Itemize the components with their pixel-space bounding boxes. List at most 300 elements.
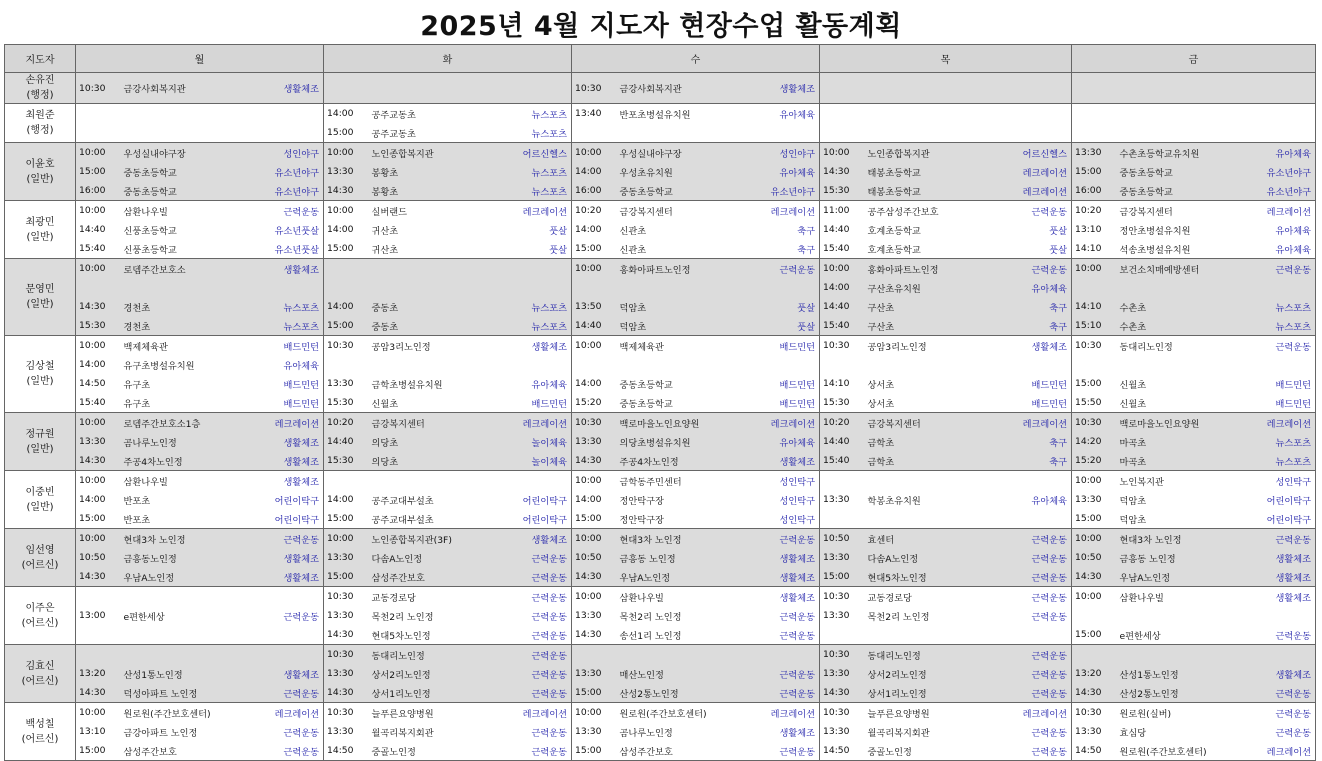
entry-activity: 뉴스포츠 <box>1246 451 1316 471</box>
entry-activity: 뉴스포츠 <box>486 123 572 143</box>
leader-name: 정규원 <box>25 428 55 440</box>
entry-time: 14:00 <box>79 359 106 370</box>
entry-time: 15:40 <box>820 451 862 471</box>
entry-time: 14:00 <box>79 494 106 505</box>
entry-activity: 생활체조 <box>1246 587 1316 607</box>
entry-activity: 뉴스포츠 <box>486 181 572 201</box>
entry-activity: 놀이체육 <box>486 451 572 471</box>
entry-activity <box>994 625 1072 645</box>
entry-activity: 유소년야구 <box>232 181 324 201</box>
entry-time: 10:30 <box>1072 336 1114 356</box>
entry-time: 10:30 <box>324 645 366 665</box>
entry-place: 경천초 <box>118 297 232 316</box>
entry-place: 동대리노인정 <box>366 645 486 665</box>
entry-time: 14:30 <box>1072 683 1114 703</box>
entry-place: 마곡초 <box>1114 432 1246 451</box>
entry-place: 덕성아파트 노인정 <box>118 683 232 703</box>
entry-time: 14:30 <box>324 181 366 201</box>
schedule-row <box>5 201 1316 221</box>
entry-time: 10:50 <box>572 548 614 567</box>
entry-time <box>820 471 862 491</box>
entry-activity <box>734 278 820 297</box>
entry-time: 14:10 <box>823 378 850 389</box>
entry-time: 15:00 <box>324 239 366 259</box>
entry-place <box>118 104 232 124</box>
entry-time <box>572 355 614 374</box>
entry-time: 14:00 <box>575 378 602 389</box>
entry-time <box>1072 355 1114 374</box>
entry-time: 15:00 <box>324 316 366 336</box>
entry-place: 금학초 <box>862 451 994 471</box>
header-day-wed: 수 <box>572 45 820 73</box>
entry-activity: 어린이탁구 <box>1246 509 1316 529</box>
leader-cell <box>5 587 76 645</box>
entry-time: 10:30 <box>572 413 614 433</box>
entry-place: 공주삼성주간보호 <box>862 201 994 221</box>
entry-place: 백로마을노인요양원 <box>1114 413 1246 433</box>
entry-time: 14:30 <box>572 625 614 645</box>
entry-activity: 레크레이션 <box>1246 741 1316 761</box>
entry-time: 13:40 <box>572 104 614 124</box>
entry-time <box>572 123 614 143</box>
leader-type: (일반) <box>26 501 54 513</box>
entry-place: 현대5차노인정 <box>366 625 486 645</box>
entry-activity: 성인탁구 <box>734 471 820 491</box>
entry-time: 13:30 <box>823 726 850 737</box>
entry-time: 10:00 <box>76 703 118 723</box>
entry-place: 상서2리노인정 <box>366 664 486 683</box>
entry-time: 10:30 <box>324 587 366 607</box>
entry-place <box>118 278 232 297</box>
entry-place: 봉황초 <box>366 162 486 181</box>
entry-place: 귀산초 <box>371 225 399 237</box>
header-row <box>5 45 1316 73</box>
entry-time: 14:40 <box>820 297 862 316</box>
entry-activity: 뉴스포츠 <box>232 316 324 336</box>
entry-activity: 유소년야구 <box>1246 162 1316 181</box>
entry-activity <box>734 645 820 665</box>
entry-place <box>862 509 994 529</box>
entry-time: 13:50 <box>572 297 614 316</box>
entry-time: 16:00 <box>572 181 614 201</box>
entry-time: 13:30 <box>327 726 354 737</box>
entry-time: 10:30 <box>76 73 118 104</box>
entry-time: 14:30 <box>76 297 118 316</box>
entry-time <box>820 625 862 645</box>
entry-place <box>614 355 734 374</box>
entry-place: 중골노인정 <box>366 741 486 761</box>
entry-time <box>572 278 614 297</box>
entry-place: 의당초병설유치원 <box>614 432 734 451</box>
entry-activity: 생활체조 <box>1246 548 1316 567</box>
leader-cell <box>5 104 76 143</box>
entry-time: 14:40 <box>572 316 614 336</box>
entry-place: 의당초 <box>366 432 486 451</box>
schedule-row <box>5 625 1316 645</box>
leader-name: 이윤호 <box>25 158 55 170</box>
entry-time: 13:10 <box>1075 224 1102 235</box>
entry-time: 13:30 <box>327 378 354 389</box>
entry-place: e편한세상 <box>123 611 165 623</box>
entry-time: 10:00 <box>820 259 862 279</box>
entry-time: 15:30 <box>324 393 366 413</box>
entry-time: 10:00 <box>76 259 118 279</box>
entry-place: 봉황초 <box>366 181 486 201</box>
entry-time: 10:20 <box>324 413 366 433</box>
entry-time: 14:30 <box>572 451 614 471</box>
entry-place: 월곡리복지회관 <box>867 727 930 739</box>
entry-activity: 성인탁구 <box>1246 471 1316 491</box>
entry-time: 14:40 <box>79 224 106 235</box>
entry-time: 13:30 <box>1075 494 1102 505</box>
entry-place: 노인종합복지관(3F) <box>366 529 486 549</box>
entry-time: 15:20 <box>572 393 614 413</box>
entry-place: 반포초 <box>118 509 232 529</box>
entry-place: 백제체육관 <box>614 336 734 356</box>
entry-place: 우성실내야구장 <box>614 143 734 163</box>
entry-place: 금강복지센터 <box>1114 201 1246 221</box>
entry-activity <box>994 123 1072 143</box>
entry-place: 삼환나우빌 <box>1114 587 1246 607</box>
entry-activity: 유아체육 <box>1246 143 1316 163</box>
entry-activity <box>994 355 1072 374</box>
entry-activity: 생활체조 <box>734 567 820 587</box>
entry-activity: 레크레이션 <box>232 703 324 723</box>
entry-activity: 배드민턴 <box>734 374 820 393</box>
entry-activity: 배드민턴 <box>486 393 572 413</box>
entry-place: 금강복지센터 <box>614 201 734 221</box>
entry-place: 곰나루노인정 <box>118 432 232 451</box>
entry-activity: 축구 <box>994 316 1072 336</box>
entry-time: 14:30 <box>76 683 118 703</box>
entry-activity: 레크레이션 <box>734 413 820 433</box>
entry-time: 11:00 <box>820 201 862 221</box>
leader-cell <box>5 336 76 413</box>
entry-time: 10:00 <box>1072 259 1114 279</box>
entry-activity: 유소년야구 <box>232 162 324 181</box>
entry-activity: 뉴스포츠 <box>1246 316 1316 336</box>
entry-time <box>76 123 118 143</box>
entry-activity: 근력운동 <box>994 645 1072 665</box>
entry-activity <box>1246 73 1316 104</box>
schedule-row <box>5 567 1316 587</box>
entry-activity: 성인야구 <box>734 143 820 163</box>
entry-place: 정안탁구장 <box>619 495 664 507</box>
leader-cell <box>5 73 76 104</box>
entry-time: 14:30 <box>572 567 614 587</box>
entry-place: 우남A노인정 <box>614 567 734 587</box>
leader-cell <box>5 645 76 703</box>
entry-activity <box>994 104 1072 124</box>
entry-place <box>1114 606 1246 625</box>
entry-activity <box>232 123 324 143</box>
schedule-row <box>5 490 1316 509</box>
entry-time <box>820 73 862 104</box>
schedule-table <box>4 44 1316 761</box>
entry-place: 중동초등학교 <box>118 181 232 201</box>
entry-place: 원로원(주간보호센터) <box>118 703 232 723</box>
schedule-row <box>5 703 1316 723</box>
leader-cell <box>5 529 76 587</box>
leader-name: 손유진 <box>25 75 55 86</box>
entry-time: 10:00 <box>1072 587 1114 607</box>
entry-time: 15:00 <box>76 741 118 761</box>
entry-activity <box>232 104 324 124</box>
entry-activity: 유소년풋살 <box>232 239 324 259</box>
entry-place: 유구초 <box>118 393 232 413</box>
entry-activity: 유아체육 <box>734 162 820 181</box>
entry-place: 정안초병설유치원 <box>1119 225 1191 237</box>
entry-activity: 근력운동 <box>232 201 324 221</box>
leader-name: 임선영 <box>25 544 55 556</box>
entry-place: 홍화아파트노인정 <box>614 259 734 279</box>
entry-time: 14:30 <box>820 683 862 703</box>
entry-time: 13:30 <box>76 432 118 451</box>
entry-activity: 근력운동 <box>734 259 820 279</box>
header-day-thu: 목 <box>820 45 1072 73</box>
entry-time: 15:20 <box>1072 451 1114 471</box>
entry-place: 로뎀주간보호소 <box>118 259 232 279</box>
entry-time: 10:00 <box>572 471 614 491</box>
entry-place: 현대3차 노인정 <box>1114 529 1246 549</box>
entry-time: 10:00 <box>572 529 614 549</box>
entry-activity <box>232 587 324 607</box>
entry-place: 호계초등학교 <box>867 225 921 237</box>
entry-time: 15:00 <box>572 683 614 703</box>
entry-activity: 유아체육 <box>994 278 1072 297</box>
entry-time: 13:30 <box>820 548 862 567</box>
entry-activity: 생활체조 <box>232 471 324 491</box>
entry-place: 신관초 <box>619 225 647 237</box>
entry-place: 다솜A노인정 <box>366 548 486 567</box>
entry-place: 중동초등학교 <box>614 393 734 413</box>
entry-place: 교동경로당 <box>862 587 994 607</box>
entry-activity: 생활체조 <box>232 432 324 451</box>
entry-activity: 근력운동 <box>1246 625 1316 645</box>
entry-time: 14:10 <box>1072 239 1114 259</box>
entry-time: 14:30 <box>1072 567 1114 587</box>
leader-name: 김상철 <box>25 361 55 372</box>
entry-activity: 근력운동 <box>486 645 572 665</box>
entry-time: 14:30 <box>324 683 366 703</box>
entry-time <box>1072 645 1114 665</box>
entry-time: 13:30 <box>327 610 354 621</box>
entry-activity: 생활체조 <box>486 529 572 549</box>
entry-activity <box>734 123 820 143</box>
entry-time: 10:20 <box>1072 201 1114 221</box>
entry-place: 상서초 <box>867 379 895 391</box>
header-day-fri: 금 <box>1072 45 1316 73</box>
entry-activity <box>994 471 1072 491</box>
entry-place <box>366 73 486 104</box>
entry-time: 15:00 <box>1075 378 1102 389</box>
entry-place: 산성2통노인정 <box>1114 683 1246 703</box>
entry-time: 10:30 <box>1072 413 1114 433</box>
entry-time: 15:40 <box>76 393 118 413</box>
entry-time: 14:50 <box>820 741 862 761</box>
entry-time: 15:10 <box>1072 316 1114 336</box>
entry-place: 반포초 <box>123 495 151 507</box>
entry-activity: 근력운동 <box>1246 683 1316 703</box>
entry-time: 13:30 <box>324 548 366 567</box>
entry-place: 동대리노인정 <box>1114 336 1246 356</box>
entry-time: 14:50 <box>1072 741 1114 761</box>
entry-activity: 축구 <box>994 451 1072 471</box>
entry-time: 13:20 <box>76 664 118 683</box>
entry-activity: 어르신헬스 <box>994 143 1072 163</box>
entry-time: 10:00 <box>1072 471 1114 491</box>
entry-place: 수촌초 <box>1114 297 1246 316</box>
leader-type: (일반) <box>26 299 54 310</box>
entry-place <box>366 471 486 491</box>
entry-place <box>862 471 994 491</box>
schedule-row <box>5 509 1316 529</box>
schedule-row <box>5 259 1316 279</box>
entry-activity: 레크레이션 <box>486 413 572 433</box>
entry-place: 공주교대부설초 <box>371 495 434 507</box>
entry-time: 10:00 <box>76 336 118 356</box>
entry-place: 송선1리 노인정 <box>614 625 734 645</box>
schedule-row <box>5 683 1316 703</box>
entry-time: 14:00 <box>820 278 862 297</box>
entry-place: 우남A노인정 <box>1114 567 1246 587</box>
entry-activity: 근력운동 <box>734 606 820 625</box>
entry-activity: 어린이탁구 <box>486 490 572 509</box>
entry-activity: 근력운동 <box>1246 336 1316 356</box>
entry-place: 반포초병설유치원 <box>614 104 734 124</box>
entry-place: 삼환나우빌 <box>118 201 232 221</box>
entry-time: 10:30 <box>1072 703 1114 723</box>
entry-place: 노인종합복지관 <box>366 143 486 163</box>
entry-time: 14:40 <box>823 224 850 235</box>
entry-time: 13:30 <box>572 432 614 451</box>
entry-place: 효심당 <box>1119 727 1147 739</box>
entry-time: 10:00 <box>76 529 118 549</box>
header-leader: 지도자 <box>5 45 76 73</box>
entry-activity: 축구 <box>994 297 1072 316</box>
entry-place: 구산초유치원 <box>862 278 994 297</box>
entry-activity: 근력운동 <box>994 606 1072 625</box>
entry-activity: 배드민턴 <box>1246 374 1316 393</box>
leader-name: 이중빈 <box>25 486 55 498</box>
entry-activity: 생활체조 <box>734 73 820 104</box>
entry-place: 공암3리노인정 <box>366 336 486 356</box>
entry-place: 우성초유치원 <box>614 162 734 181</box>
entry-activity: 유소년야구 <box>1246 181 1316 201</box>
entry-place: 현대3차 노인정 <box>118 529 232 549</box>
entry-time: 13:30 <box>572 664 614 683</box>
leader-cell <box>5 143 76 201</box>
entry-time: 15:00 <box>820 567 862 587</box>
entry-activity: 레크레이션 <box>1246 201 1316 221</box>
entry-place: 백로마을노인요양원 <box>614 413 734 433</box>
leader-type: (어르신) <box>21 617 59 629</box>
entry-place: 금강복지센터 <box>366 413 486 433</box>
schedule-row <box>5 316 1316 336</box>
entry-time <box>1072 278 1114 297</box>
entry-activity: 근력운동 <box>486 606 572 625</box>
entry-activity: 뉴스포츠 <box>1246 432 1316 451</box>
entry-place: 노인복지관 <box>1114 471 1246 491</box>
entry-time: 15:00 <box>324 509 366 529</box>
entry-place <box>118 645 232 665</box>
entry-place <box>1114 278 1246 297</box>
entry-time: 15:40 <box>820 316 862 336</box>
schedule-row <box>5 355 1316 374</box>
entry-place: 삼환나우빌 <box>614 587 734 607</box>
entry-place: 현대3차 노인정 <box>614 529 734 549</box>
entry-activity: 유아체육 <box>734 104 820 124</box>
entry-time: 13:30 <box>575 610 602 621</box>
entry-place: 중골노인정 <box>862 741 994 761</box>
entry-place <box>862 625 994 645</box>
entry-activity: 생활체조 <box>734 587 820 607</box>
entry-activity: 배드민턴 <box>994 393 1072 413</box>
schedule-row <box>5 104 1316 124</box>
entry-time: 10:50 <box>820 529 862 549</box>
entry-place: 중동초 <box>366 297 486 316</box>
entry-place: 경천초 <box>118 316 232 336</box>
entry-place: 금강사회복지관 <box>614 73 734 104</box>
entry-place: 금흥동 노인정 <box>614 548 734 567</box>
entry-place: 삼성주간보호 <box>614 741 734 761</box>
entry-place: 늘푸른요양병원 <box>366 703 486 723</box>
entry-time: 10:00 <box>572 143 614 163</box>
entry-place <box>862 104 994 124</box>
entry-activity: 성인탁구 <box>734 490 820 509</box>
entry-place: 곰나루노인정 <box>619 727 673 739</box>
page-title: 2025년 4월 지도자 현장수업 활동계획 <box>420 11 902 42</box>
entry-time <box>324 355 366 374</box>
entry-time: 14:00 <box>324 297 366 316</box>
entry-place: 금학동주민센터 <box>614 471 734 491</box>
entry-time <box>820 355 862 374</box>
entry-place: 중동초 <box>366 316 486 336</box>
leader-type: (일반) <box>26 173 54 185</box>
entry-place <box>1114 355 1246 374</box>
schedule-row <box>5 181 1316 201</box>
header-day-mon: 월 <box>76 45 324 73</box>
schedule-row <box>5 239 1316 259</box>
entry-activity: 배드민턴 <box>734 393 820 413</box>
entry-activity: 근력운동 <box>232 683 324 703</box>
entry-activity: 근력운동 <box>232 529 324 549</box>
entry-time: 15:00 <box>1072 625 1114 645</box>
leader-name: 김효신 <box>25 660 55 672</box>
entry-activity: 풋살 <box>486 239 572 259</box>
schedule-row <box>5 587 1316 607</box>
entry-place: 원로원(주간보호센터) <box>614 703 734 723</box>
entry-place: 산성1통노인정 <box>118 664 232 683</box>
entry-time: 15:30 <box>76 316 118 336</box>
entry-activity: 배드민턴 <box>734 336 820 356</box>
entry-activity: 근력운동 <box>994 529 1072 549</box>
entry-place: 덕암초 <box>614 297 734 316</box>
entry-activity: 뉴스포츠 <box>486 316 572 336</box>
entry-activity: 풋살 <box>994 220 1072 239</box>
header-day-tue: 화 <box>324 45 572 73</box>
entry-place: 구산초 <box>862 316 994 336</box>
entry-time: 13:00 <box>79 610 106 621</box>
entry-place: 중동초등학교 <box>1114 181 1246 201</box>
entry-place <box>862 73 994 104</box>
schedule-body <box>5 73 1316 761</box>
entry-activity: 유아체육 <box>734 432 820 451</box>
entry-place: 매산노인정 <box>614 664 734 683</box>
entry-place: 원로원(실버) <box>1114 703 1246 723</box>
schedule-row <box>5 73 1316 104</box>
entry-activity: 레크레이션 <box>486 703 572 723</box>
